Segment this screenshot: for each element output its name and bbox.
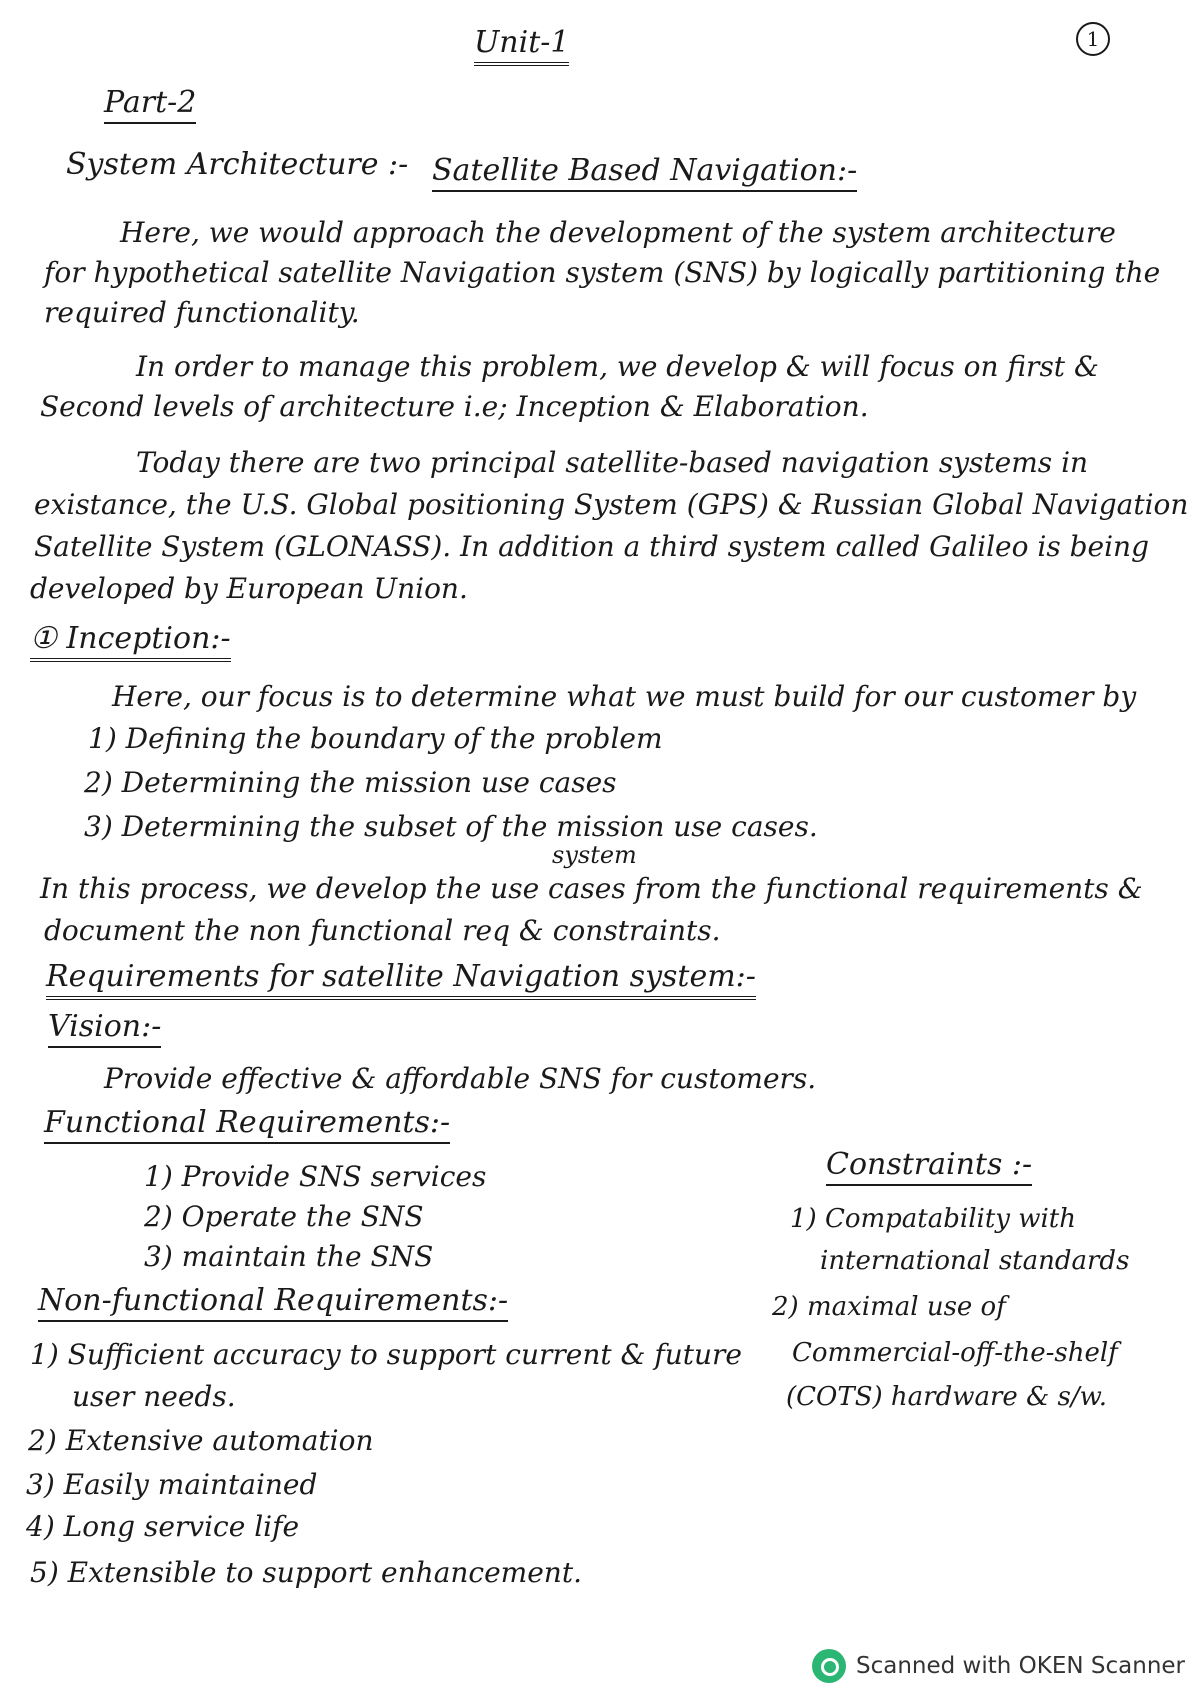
inception-process-line-2: document the non functional req & constraints. <box>44 914 721 947</box>
paragraph-2-line-2: Second levels of architecture i.e; Inception & Elaboration. <box>40 390 869 423</box>
inception-item-3: 3) Determining the subset of the mission use cases. <box>84 810 818 843</box>
vision-text: Provide effective & affordable SNS for customers. <box>104 1062 817 1095</box>
nonfunctional-line-2: user needs. <box>72 1380 236 1413</box>
inception-intro: Here, our focus is to determine what we must build for our customer by <box>112 680 1137 713</box>
paragraph-3-line-4: developed by European Union. <box>30 572 468 605</box>
functional-item-1: 1) Provide SNS services <box>144 1160 487 1193</box>
inception-process-line-1: In this process, we develop the use cases from the functional requirements & <box>40 872 1143 905</box>
oken-scanner-icon <box>812 1649 846 1683</box>
nonfunctional-line-5: 4) Long service life <box>26 1510 300 1543</box>
scanner-text: Scanned with OKEN Scanner <box>856 1653 1185 1679</box>
inception-item-2: 2) Determining the mission use cases <box>84 766 617 799</box>
section-title-prefix: System Architecture :- <box>66 147 409 182</box>
constraints-line-3: 2) maximal use of <box>772 1292 1006 1322</box>
inception-insert-word: system <box>552 841 637 869</box>
constraints-line-4: Commercial-off-the-shelf <box>792 1338 1118 1368</box>
inception-item-1: 1) Defining the boundary of the problem <box>88 722 663 755</box>
functional-item-2: 2) Operate the SNS <box>144 1200 424 1233</box>
unit-title: Unit-1 <box>474 26 569 66</box>
nonfunctional-heading: Non-functional Requirements:- <box>38 1284 508 1322</box>
section-title-main: Satellite Based Navigation:- <box>432 154 857 192</box>
paragraph-3-line-1: Today there are two principal satellite-based navigation systems in <box>136 446 1089 479</box>
part-title: Part-2 <box>104 86 196 124</box>
functional-heading: Functional Requirements:- <box>44 1106 450 1144</box>
paragraph-1-line-3: required functionality. <box>44 296 360 329</box>
requirements-heading: Requirements for satellite Navigation system:- <box>46 960 756 1000</box>
constraints-line-1: 1) Compatability with <box>790 1204 1076 1234</box>
constraints-heading: Constraints :- <box>826 1148 1032 1186</box>
functional-item-3: 3) maintain the SNS <box>144 1240 434 1273</box>
paragraph-3-line-2: existance, the U.S. Global positioning System (GPS) & Russian Global Navigation <box>34 488 1189 521</box>
paragraph-3-line-3: Satellite System (GLONASS). In addition a third system called Galileo is being <box>34 530 1150 563</box>
scanner-watermark <box>812 1648 1185 1684</box>
constraints-line-2: international standards <box>820 1246 1130 1276</box>
nonfunctional-line-4: 3) Easily maintained <box>26 1468 318 1501</box>
nonfunctional-line-3: 2) Extensive automation <box>28 1424 374 1457</box>
vision-heading: Vision:- <box>48 1010 161 1048</box>
paragraph-2-line-1: In order to manage this problem, we develop & will focus on first & <box>136 350 1099 383</box>
paragraph-1-line-2: for hypothetical satellite Navigation system (SNS) by logically partitioning the <box>44 256 1161 289</box>
nonfunctional-line-6: 5) Extensible to support enhancement. <box>30 1556 582 1589</box>
inception-heading: ① Inception:- <box>30 622 231 662</box>
nonfunctional-line-1: 1) Sufficient accuracy to support current & future <box>30 1338 742 1371</box>
paragraph-1-line-1: Here, we would approach the development of the system architecture <box>120 216 1116 249</box>
constraints-line-5: (COTS) hardware & s/w. <box>786 1382 1108 1412</box>
page-number: 1 <box>1076 22 1110 56</box>
